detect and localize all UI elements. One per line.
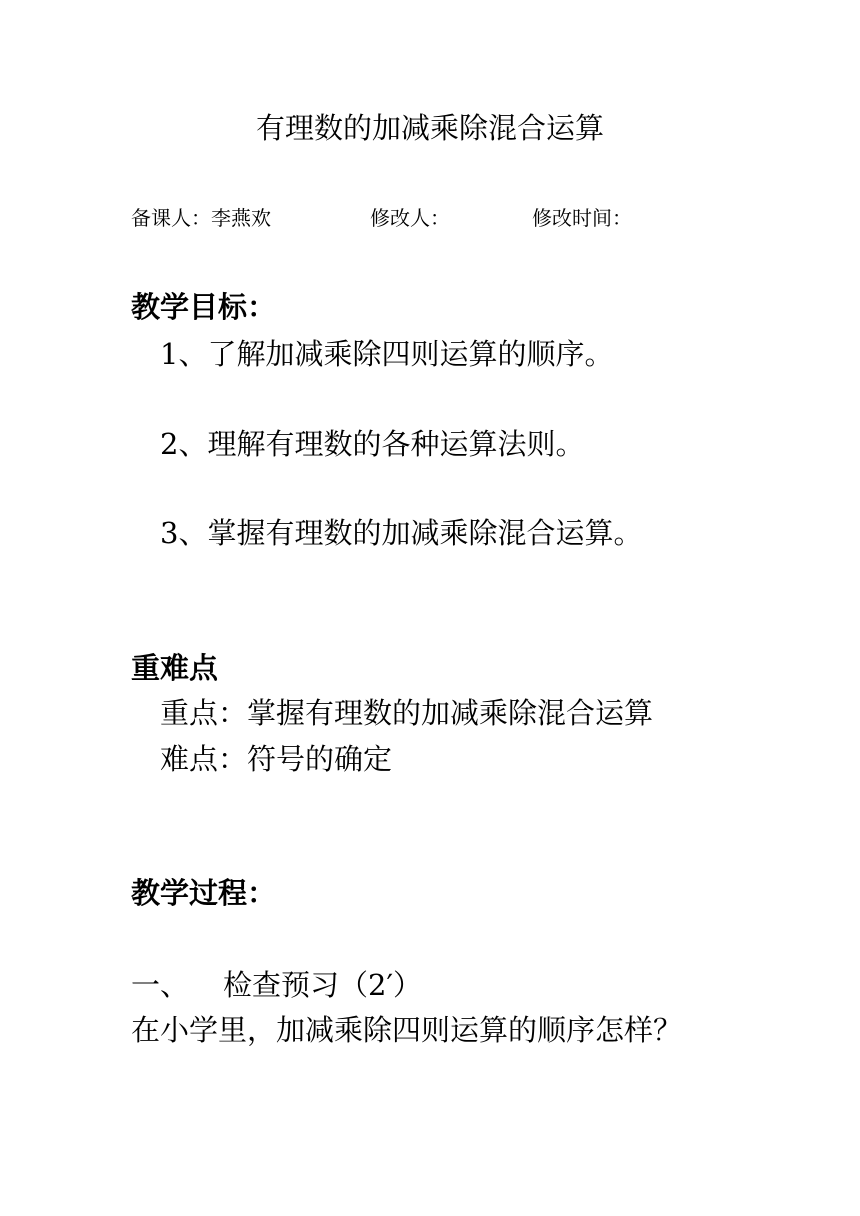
meta-author: 备课人：李燕欢 xyxy=(131,206,271,230)
document-title: 有理数的加减乘除混合运算 xyxy=(255,111,604,145)
key-point: 重点：掌握有理数的加减乘除混合运算 xyxy=(160,696,654,730)
objectives-heading: 教学目标： xyxy=(131,290,277,324)
process-section-1 xyxy=(131,965,422,1005)
process-heading: 教学过程： xyxy=(131,876,277,910)
objective-item-2: 2、理解有理数的各种运算法则。 xyxy=(160,427,585,461)
review-question: 在小学里，加减乘除四则运算的顺序怎样？ xyxy=(131,1013,683,1047)
difficulty-point: 难点：符号的确定 xyxy=(160,742,393,776)
key-points-heading: 重难点 xyxy=(131,651,219,685)
meta-time: 修改时间： xyxy=(532,206,632,230)
objective-item-3: 3、掌握有理数的加减乘除混合运算。 xyxy=(160,516,643,550)
meta-editor: 修改人： xyxy=(370,206,450,230)
objective-item-1: 1、了解加减乘除四则运算的顺序。 xyxy=(160,337,614,371)
section-number: 一、 xyxy=(131,968,190,1002)
section-title: 检查预习（2′） xyxy=(223,968,423,1002)
